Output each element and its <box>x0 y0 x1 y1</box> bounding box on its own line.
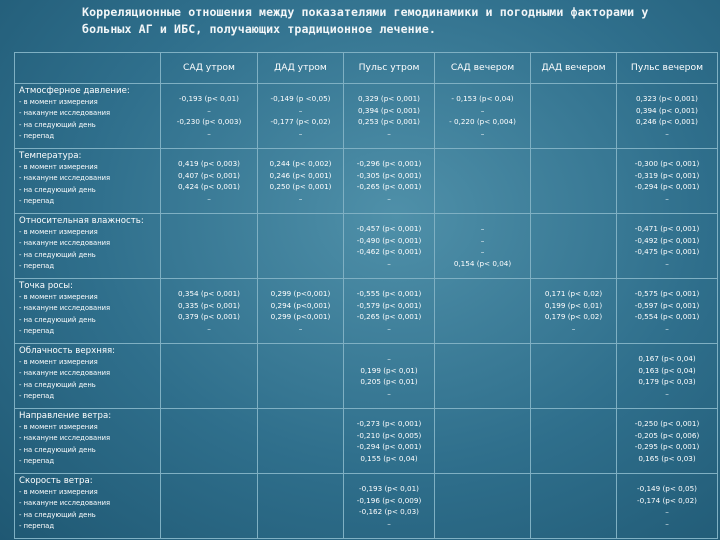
header-row <box>15 53 718 84</box>
correlation-value: – <box>387 518 391 528</box>
correlation-value: -0,210 (р< 0,005) <box>356 430 422 440</box>
correlation-value: -0,554 (р< 0,001) <box>634 312 700 321</box>
correlation-value <box>435 170 530 182</box>
correlation-value: -0,230 (р< 0,003) <box>176 117 242 126</box>
correlation-value <box>435 388 530 400</box>
parameter-cell <box>15 149 161 214</box>
correlation-value <box>161 418 257 430</box>
value-cell <box>161 149 258 214</box>
correlation-value <box>435 453 530 465</box>
correlation-value <box>435 441 530 453</box>
correlation-value: – <box>387 354 391 363</box>
parameter-cell <box>15 344 161 409</box>
correlation-value: 0,165 (р< 0,03) <box>638 453 696 463</box>
correlation-value: 0,246 (р< 0,001) <box>269 170 332 180</box>
parameter-name: Атмосферное давление: <box>19 86 130 96</box>
subrow-label: - на следующий день <box>19 250 96 259</box>
correlation-value <box>531 193 616 205</box>
correlation-value: – <box>207 105 211 115</box>
table-row <box>15 84 718 149</box>
correlation-value: 0,335 (р< 0,001) <box>178 300 240 310</box>
subrow-label: - в момент измерения <box>19 228 98 236</box>
correlation-value <box>435 353 530 365</box>
subrow-label: - перепад <box>19 327 55 336</box>
parameter-cell <box>15 474 161 539</box>
subrow-label: - в момент измерения <box>19 423 98 431</box>
correlation-value: 0,250 (р< 0,001) <box>269 182 332 191</box>
correlation-value: – <box>665 507 669 516</box>
correlation-value: – <box>665 128 669 138</box>
value-cell <box>531 409 617 474</box>
value-cell <box>258 214 344 279</box>
correlation-value: 0,253 (р< 0,001) <box>358 117 420 126</box>
correlation-value <box>531 235 616 247</box>
correlation-value: 0,379 (р< 0,001) <box>178 312 240 321</box>
column-header: САД вечером <box>435 53 531 84</box>
correlation-value: – <box>387 258 391 268</box>
value-cell <box>617 474 718 539</box>
column-header: САД утром <box>161 53 258 84</box>
value-cell <box>258 474 344 539</box>
correlation-value: 0,179 (р< 0,02) <box>544 312 603 321</box>
value-cell <box>258 279 344 344</box>
value-cell <box>617 214 718 279</box>
correlation-value: – <box>298 323 303 333</box>
correlation-value <box>531 388 616 400</box>
correlation-value <box>258 246 343 258</box>
correlation-value <box>531 223 616 235</box>
value-cell <box>435 344 531 409</box>
correlation-value: -0,205 (р< 0,006) <box>634 430 700 440</box>
correlation-table <box>14 52 718 539</box>
correlation-value: -0,149 (р< 0,05) <box>637 484 697 493</box>
table-row <box>15 149 718 214</box>
correlation-value <box>435 365 530 377</box>
correlation-value: – <box>480 105 485 115</box>
value-cell <box>344 214 435 279</box>
correlation-value: – <box>298 105 303 115</box>
parameter-name: Скорость ветра: <box>19 476 93 486</box>
correlation-value <box>258 518 343 530</box>
correlation-value: -0,265 (р< 0,001) <box>356 182 422 191</box>
parameter-name: Направление ветра: <box>19 411 112 421</box>
correlation-value: – <box>207 193 211 203</box>
correlation-value: 0,354 (р< 0,001) <box>178 289 240 298</box>
correlation-value <box>531 495 616 507</box>
subrow-label: - перепад <box>19 132 55 141</box>
parameter-name: Точка росы: <box>19 281 73 291</box>
correlation-value: – <box>480 224 485 233</box>
value-cell <box>531 149 617 214</box>
correlation-value <box>258 388 343 400</box>
value-cell <box>161 279 258 344</box>
correlation-value: 0,419 (р< 0,003) <box>178 159 240 168</box>
column-header: ДАД утром <box>258 53 344 84</box>
correlation-value: -0,462 (р< 0,001) <box>356 247 422 256</box>
correlation-value: 0,163 (р< 0,04) <box>638 365 696 375</box>
correlation-value <box>531 441 616 453</box>
correlation-value: -0,193 (р< 0,01) <box>179 94 239 103</box>
correlation-value <box>161 235 257 247</box>
value-cell <box>344 474 435 539</box>
parameter-name: Облачность верхняя: <box>19 346 116 356</box>
subrow-label: - в момент измерения <box>19 293 98 301</box>
value-cell <box>435 279 531 344</box>
correlation-value: – <box>387 193 391 203</box>
correlation-value <box>435 418 530 430</box>
value-cell <box>435 214 531 279</box>
correlation-value: -0,305 (р< 0,001) <box>356 170 422 180</box>
correlation-value <box>531 506 616 518</box>
value-cell <box>531 84 617 149</box>
correlation-value: -0,294 (р< 0,001) <box>356 442 422 451</box>
subrow-label: - на следующий день <box>19 510 96 519</box>
table-row <box>15 279 718 344</box>
correlation-value: -0,492 (р< 0,001) <box>634 235 700 245</box>
correlation-value <box>531 158 616 170</box>
correlation-value <box>161 258 257 270</box>
table-row <box>15 214 718 279</box>
value-cell <box>344 279 435 344</box>
correlation-value <box>258 441 343 453</box>
value-cell <box>161 84 258 149</box>
subrow-label: - накануне исследования <box>19 434 111 443</box>
correlation-value: -0,177 (р< 0,02) <box>270 117 331 126</box>
correlation-value <box>258 353 343 365</box>
page-title: Корреляционные отношения между показателями гемодинамики и погодными факторами у больных АГ и ИБС, получающих традиционное лечение. <box>82 5 649 36</box>
value-cell <box>161 214 258 279</box>
subrow-label: - перепад <box>19 392 55 401</box>
correlation-value <box>531 483 616 495</box>
correlation-value: -0,575 (р< 0,001) <box>634 289 700 298</box>
correlation-value: -0,597 (р< 0,001) <box>634 300 700 310</box>
correlation-value <box>435 430 530 442</box>
correlation-value: 0,167 (р< 0,04) <box>638 354 696 363</box>
correlation-value <box>435 181 530 193</box>
subrow-label: - на следующий день <box>19 315 96 324</box>
parameter-cell <box>15 409 161 474</box>
correlation-value: 0,407 (р< 0,001) <box>178 170 240 180</box>
correlation-value <box>258 365 343 377</box>
subrow-label: - в момент измерения <box>19 163 98 171</box>
correlation-value: 0,424 (р< 0,001) <box>178 182 240 191</box>
correlation-value: - 0,153 (р< 0,04) <box>451 94 514 103</box>
correlation-value: 0,329 (р< 0,001) <box>358 94 420 103</box>
correlation-value <box>258 453 343 465</box>
value-cell <box>161 344 258 409</box>
subrow-label: - перепад <box>19 522 55 531</box>
value-cell <box>344 84 435 149</box>
correlation-value: - 0,220 (р< 0,004) <box>449 117 516 126</box>
correlation-value: -0,319 (р< 0,001) <box>634 170 700 180</box>
subrow-label: - накануне исследования <box>19 239 111 248</box>
value-cell <box>258 409 344 474</box>
correlation-value: -0,579 (р< 0,001) <box>356 300 422 310</box>
value-cell <box>435 409 531 474</box>
correlation-value: 0,171 (р< 0,02) <box>544 289 603 298</box>
parameter-name: Относительная влажность: <box>19 216 144 226</box>
value-cell <box>531 214 617 279</box>
correlation-value: -0,490 (р< 0,001) <box>356 235 422 245</box>
correlation-value <box>435 483 530 495</box>
correlation-value: – <box>207 323 211 333</box>
correlation-value: – <box>207 128 211 138</box>
subrow-label: - накануне исследования <box>19 499 111 508</box>
correlation-value <box>531 430 616 442</box>
correlation-value: – <box>665 518 669 528</box>
correlation-value <box>531 376 616 388</box>
correlation-value: – <box>387 388 391 398</box>
correlation-value: -0,193 (р< 0,01) <box>359 484 419 493</box>
correlation-value: -0,273 (р< 0,001) <box>356 419 422 428</box>
value-cell <box>435 84 531 149</box>
correlation-value <box>435 311 530 323</box>
value-cell <box>531 474 617 539</box>
correlation-value <box>531 181 616 193</box>
correlation-value: -0,196 (р< 0,009) <box>356 495 422 505</box>
column-header: Пульс вечером <box>617 53 718 84</box>
correlation-value: -0,471 (р< 0,001) <box>634 224 700 233</box>
correlation-value: -0,475 (р< 0,001) <box>634 247 700 256</box>
correlation-value <box>435 288 530 300</box>
correlation-value <box>531 418 616 430</box>
correlation-value: 0,205 (р< 0,01) <box>360 377 418 386</box>
value-cell <box>258 84 344 149</box>
correlation-value: -0,294 (р< 0,001) <box>634 182 700 191</box>
correlation-value: 0,394 (р< 0,001) <box>358 105 420 115</box>
correlation-value: 0,244 (р< 0,002) <box>269 159 332 168</box>
correlation-value <box>161 453 257 465</box>
subrow-label: - на следующий день <box>19 445 96 454</box>
correlation-value <box>531 93 616 105</box>
correlation-value <box>258 430 343 442</box>
correlation-value: – <box>665 323 669 333</box>
subrow-label: - в момент измерения <box>19 358 98 366</box>
correlation-value <box>161 223 257 235</box>
table-row <box>15 344 718 409</box>
correlation-value: -0,174 (р< 0,02) <box>637 495 697 505</box>
correlation-value: 0,154 (р< 0,04) <box>453 258 512 268</box>
correlation-value: – <box>298 193 303 203</box>
subrow-label: - перепад <box>19 457 55 466</box>
correlation-value <box>161 495 257 507</box>
correlation-value <box>435 323 530 335</box>
correlation-value: – <box>480 235 485 245</box>
correlation-value: – <box>298 128 303 138</box>
subrow-label: - накануне исследования <box>19 109 111 118</box>
correlation-value <box>161 376 257 388</box>
value-cell <box>435 474 531 539</box>
value-cell <box>617 344 718 409</box>
correlation-value: 0,323 (р< 0,001) <box>636 94 698 103</box>
correlation-value: 0,155 (р< 0,04) <box>360 453 418 463</box>
correlation-value <box>258 506 343 518</box>
correlation-value <box>531 453 616 465</box>
correlation-value: -0,555 (р< 0,001) <box>356 289 422 298</box>
correlation-value <box>161 365 257 377</box>
value-cell <box>531 344 617 409</box>
subrow-label: - в момент измерения <box>19 98 98 106</box>
value-cell <box>344 149 435 214</box>
value-cell <box>617 84 718 149</box>
correlation-value <box>531 170 616 182</box>
correlation-value <box>161 506 257 518</box>
correlation-value: 0,299 (р<0,001) <box>270 312 331 321</box>
table-row <box>15 409 718 474</box>
correlation-value <box>531 246 616 258</box>
correlation-value: 0,246 (р< 0,001) <box>636 117 698 126</box>
column-header: ДАД вечером <box>531 53 617 84</box>
value-cell <box>161 474 258 539</box>
correlation-value <box>435 300 530 312</box>
parameter-name: Температура: <box>19 151 82 161</box>
correlation-value <box>258 376 343 388</box>
correlation-value <box>435 158 530 170</box>
correlation-value <box>258 258 343 270</box>
correlation-value <box>435 506 530 518</box>
correlation-value <box>435 495 530 507</box>
value-cell <box>617 409 718 474</box>
correlation-value <box>161 430 257 442</box>
correlation-value: – <box>387 128 391 138</box>
value-cell <box>617 279 718 344</box>
correlation-value <box>161 388 257 400</box>
table-row <box>15 474 718 539</box>
correlation-value <box>435 376 530 388</box>
value-cell <box>617 149 718 214</box>
correlation-value: – <box>480 128 485 138</box>
subrow-label: - накануне исследования <box>19 369 111 378</box>
correlation-value <box>531 365 616 377</box>
correlation-value <box>531 258 616 270</box>
correlation-value: -0,265 (р< 0,001) <box>356 312 422 321</box>
correlation-value: -0,300 (р< 0,001) <box>634 159 700 168</box>
correlation-value <box>161 483 257 495</box>
subrow-label: - накануне исследования <box>19 174 111 183</box>
header-corner <box>15 53 161 84</box>
value-cell <box>344 344 435 409</box>
correlation-value: 0,199 (р< 0,01) <box>360 365 418 375</box>
subrow-label: - на следующий день <box>19 380 96 389</box>
value-cell <box>258 344 344 409</box>
correlation-value <box>531 116 616 128</box>
subrow-label: - на следующий день <box>19 120 96 129</box>
subrow-label: - накануне исследования <box>19 304 111 313</box>
correlation-value <box>161 353 257 365</box>
correlation-value <box>258 483 343 495</box>
correlation-value: – <box>571 323 576 333</box>
correlation-value <box>258 223 343 235</box>
parameter-cell <box>15 279 161 344</box>
correlation-value <box>435 518 530 530</box>
correlation-value <box>435 193 530 205</box>
correlation-value <box>161 518 257 530</box>
subrow-label: - в момент измерения <box>19 488 98 496</box>
correlation-value: -0,295 (р< 0,001) <box>634 442 700 451</box>
value-cell <box>531 279 617 344</box>
subrow-label: - перепад <box>19 197 55 206</box>
correlation-value: 0,394 (р< 0,001) <box>636 105 698 115</box>
correlation-value: 0,199 (р< 0,01) <box>544 300 603 310</box>
parameter-cell <box>15 84 161 149</box>
correlation-value: -0,250 (р< 0,001) <box>634 419 700 428</box>
correlation-value: -0,296 (р< 0,001) <box>356 159 422 168</box>
correlation-value: -0,457 (р< 0,001) <box>356 224 422 233</box>
correlation-value <box>258 235 343 247</box>
correlation-value: – <box>480 247 485 256</box>
correlation-value: -0,149 (р <0,05) <box>270 94 331 103</box>
correlation-value <box>161 246 257 258</box>
parameter-cell <box>15 214 161 279</box>
correlation-value <box>531 128 616 140</box>
value-cell <box>258 149 344 214</box>
correlation-value: 0,299 (р<0,001) <box>270 289 331 298</box>
correlation-value <box>531 353 616 365</box>
correlation-value: 0,294 (р<0,001) <box>270 300 331 310</box>
correlation-value <box>531 105 616 117</box>
subrow-label: - на следующий день <box>19 185 96 194</box>
correlation-value <box>161 441 257 453</box>
correlation-value: – <box>387 323 391 333</box>
value-cell <box>161 409 258 474</box>
correlation-value: – <box>665 258 669 268</box>
correlation-value: 0,179 (р< 0,03) <box>638 377 696 386</box>
correlation-value: -0,162 (р< 0,03) <box>359 507 419 516</box>
value-cell <box>435 149 531 214</box>
correlation-value <box>258 495 343 507</box>
correlation-value: – <box>665 388 669 398</box>
column-header: Пульс утром <box>344 53 435 84</box>
correlation-value <box>531 518 616 530</box>
subrow-label: - перепад <box>19 262 55 271</box>
correlation-value: – <box>665 193 669 203</box>
value-cell <box>344 409 435 474</box>
correlation-value <box>258 418 343 430</box>
